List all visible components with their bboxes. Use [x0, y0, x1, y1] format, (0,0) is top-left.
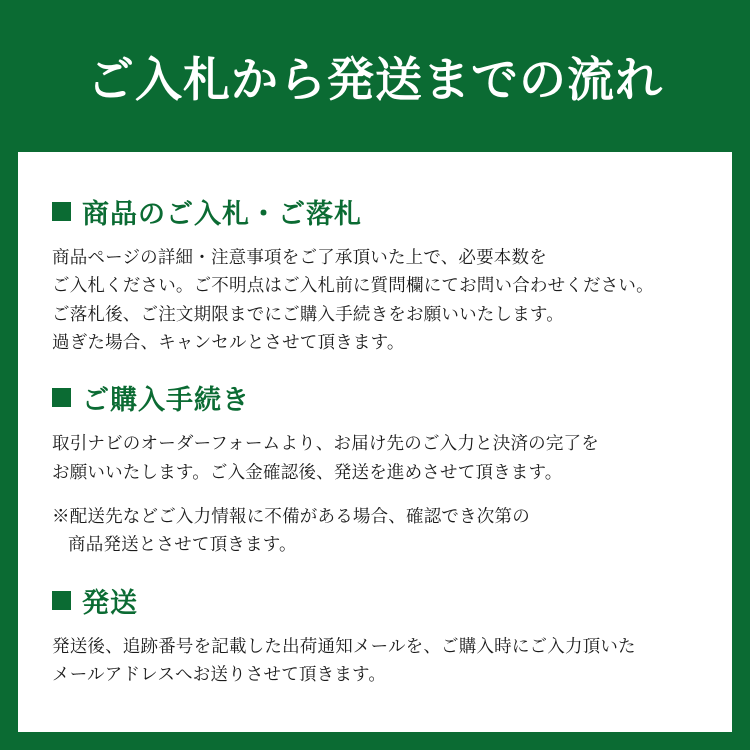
body-line: 取引ナビのオーダーフォームより、お届け先のご入力と決済の完了を — [52, 433, 599, 454]
page-header — [0, 0, 750, 152]
note-line: ※配送先などご入力情報に不備がある場合、確認でき次第の — [52, 506, 530, 527]
section-bidding — [52, 192, 698, 356]
section-heading-purchase — [52, 378, 698, 417]
section-note-purchase — [52, 502, 698, 559]
section-heading-label: ご購入手続き — [82, 385, 250, 416]
square-bullet-icon — [52, 591, 71, 610]
body-line: ご落札後、ご注文期限までにご購入手続きをお願いいたします。 — [52, 303, 564, 324]
note-line: 商品発送とさせて頂きます。 — [68, 534, 297, 555]
body-line: 商品ページの詳細・注意事項をご了承頂いた上で、必要本数を — [52, 247, 547, 267]
section-heading-shipping — [52, 581, 698, 620]
body-line: ご入札ください。ご不明点はご入札前に質問欄にてお問い合わせください。 — [52, 275, 654, 296]
body-line: 過ぎた場合、キャンセルとさせて頂きます。 — [52, 332, 405, 353]
section-body-shipping — [52, 632, 698, 689]
page-title: ご入札から発送までの流れ — [87, 52, 663, 106]
section-heading-label: 商品のご入札・ご落札 — [82, 199, 362, 229]
section-purchase — [52, 378, 698, 558]
body-line: 発送後、追跡番号を記載した出荷通知メールを、ご購入時にご入力頂いた — [52, 635, 636, 656]
square-bullet-icon — [52, 388, 71, 407]
body-line: メールアドレスへお送りさせて頂きます。 — [52, 664, 387, 685]
section-heading-bidding — [52, 192, 698, 231]
section-heading-label: 発送 — [82, 587, 138, 618]
section-body-purchase — [52, 429, 698, 486]
square-bullet-icon — [52, 202, 71, 221]
content-card — [18, 152, 732, 732]
section-body-bidding — [52, 243, 698, 356]
body-line: お願いいたします。ご入金確認後、発送を進めさせて頂きます。 — [52, 461, 563, 482]
section-shipping — [52, 581, 698, 689]
